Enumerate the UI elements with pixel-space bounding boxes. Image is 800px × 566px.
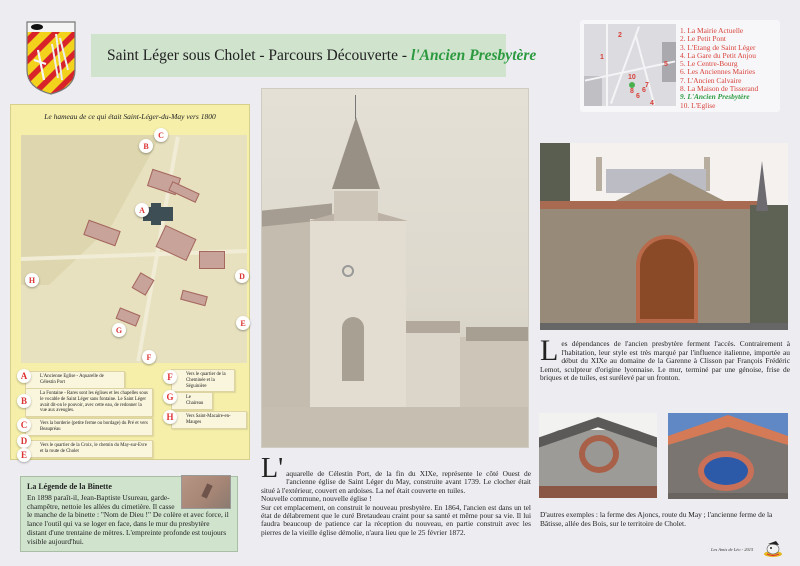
title-main: Saint Léger sous Cholet - Parcours Découverte -	[107, 46, 408, 64]
map-pin-h: H	[25, 273, 39, 287]
main-article-text	[261, 453, 531, 537]
map-pin-b: B	[139, 139, 153, 153]
drop-cap: L'	[261, 453, 284, 484]
outbuilding-description	[540, 334, 790, 383]
stop-item: 2. Le Petit Pont	[680, 34, 726, 44]
binette-heading: La Légende de la Binette	[27, 482, 112, 491]
mascot-icon	[762, 538, 784, 558]
map-number: 1	[600, 54, 604, 61]
coat-of-arms-icon	[24, 20, 78, 96]
legend-badge-e: E	[17, 448, 31, 462]
legend-badge-g: G	[163, 390, 177, 404]
gable-photo-batisse	[668, 413, 788, 499]
legend-badge-f: F	[163, 370, 177, 384]
paragraph: es dépendances de l'ancien presbytère ferment l'accès. Contrairement à l'habitation, leur style est très marqué par l'influence italienne, importée au début du XIXe au domaine de la Garenne à Clisson par François Frédéric Lemot, sculpteur d'origine lyonnaise. Le mur, terminé par une génoise, frise de briques et de tuiles, est surélevé par un fronton.	[540, 339, 790, 383]
map-pin-a: A	[135, 203, 149, 217]
credit-text: Les Amis de Léo - 2015	[711, 547, 754, 552]
stop-item: 8. La Maison de Tisserand	[680, 84, 759, 94]
legend-badge-a: A	[17, 369, 31, 383]
paragraph: aquarelle de Célestin Port, de la fin du XIXe, représente le côté Ouest de l'ancienne église de Saint Léger du May, construite avant 1739. Le clocher était situé à l'extérieur, couvert en ardoises. La nef était couverte en tuiles.	[261, 469, 531, 495]
stop-item: 7. L'Ancien Calvaire	[680, 75, 742, 85]
legend-badge-d: D	[17, 434, 31, 448]
map-pin-c: C	[154, 128, 168, 142]
legend-item-g: Le Chaireau	[171, 392, 213, 410]
map-number: 10	[628, 74, 636, 81]
map-pin-d: D	[235, 269, 249, 283]
page-title	[91, 34, 537, 77]
stop-item: 5. Le Centre-Bourg	[680, 59, 738, 69]
map-number: 6	[636, 93, 640, 100]
hamlet-map-title: Le hameau de ce qui était Saint-Léger-du-May vers 1800	[44, 112, 216, 121]
street-map	[584, 24, 676, 106]
stop-item: 1. La Mairie Actuelle	[680, 26, 744, 35]
binette-text: En 1898 paraît-il, Jean-Baptiste Usureau, garde-champêtre, nettoie les allées du cimetière. Il casse le manche de la binette : "Nom de Dieu !" De colère et avec force, il lance l'outil qui va se loger en face, dans le mur du presbytère distant d'une trentaine de mètres. L'empreinte profonde est toujours visible aujourd'hui.	[27, 492, 229, 546]
binette-legend-box	[20, 476, 238, 552]
other-examples-text: D'autres exemples : la ferme des Ajoncs, route du May ; l'ancienne ferme de la Bâtisse, allée des Bois, sur le territoire de Cholet.	[540, 510, 773, 528]
title-accent: l'Ancien Presbytère	[411, 46, 537, 64]
stop-item: 3. L'Etang de Saint Léger	[680, 42, 756, 52]
stop-item-current: 9. L'Ancien Presbytère	[680, 92, 750, 102]
map-number: 4	[650, 100, 654, 106]
map-number: 2	[618, 32, 622, 39]
watercolor-old-church	[261, 88, 529, 448]
map-number: 6	[642, 87, 646, 94]
map-number: 7	[645, 82, 649, 89]
map-pin-f: F	[142, 350, 156, 364]
legend-item-a: L'Ancienne Eglise - Aquarelle de Célestin Port	[25, 371, 125, 389]
binette-imprint-photo	[181, 475, 231, 509]
legend-badge-c: C	[17, 418, 31, 432]
legend-badge-h: H	[163, 410, 177, 424]
stop-list	[680, 24, 758, 108]
current-location-marker	[629, 82, 635, 88]
gable-photo-ajoncs	[539, 413, 657, 498]
legend-item-h: Vers Saint-Macaire-en-Mauges	[171, 411, 247, 429]
route-map-panel	[580, 20, 780, 112]
map-pin-e: E	[236, 316, 250, 330]
paragraph: Sur cet emplacement, on construit le nouveau presbytère. En 1864, l'ancien est dans un tel état de délabrement que le curé Bretaudeau craint pour sa santé et même pour sa vie. Il lui faudra beaucoup de patience car la réception du nouveau, en partie construit avec les pierres de la vieille église démolie, n'aura lieu que le 25 février 1872.	[261, 502, 531, 537]
paragraph: Nouvelle commune, nouvelle église !	[261, 494, 372, 504]
legend-item-c: Vers la borderie (petite ferme ou bordage) du Pré et vers Beaupréau	[25, 418, 153, 436]
hamlet-map-panel	[10, 104, 250, 460]
drop-cap: L	[540, 334, 559, 367]
map-number: 8	[630, 88, 634, 95]
stop-item: 10. L'Eglise	[680, 100, 716, 110]
map-pin-g: G	[112, 323, 126, 337]
legend-item-f: Vers le quartier de la Cheminée et la Séguinière	[171, 369, 235, 392]
legend-badge-b: B	[17, 394, 31, 408]
legend-item-d-e: Vers le quartier de la Croix, le chemin du May-sur-Evre et la route de Cholet	[25, 440, 153, 458]
map-number: 5	[664, 61, 668, 68]
stop-item: 6. Les Anciennes Mairies	[680, 67, 756, 77]
outbuilding-photo	[540, 143, 788, 330]
legend-item-b: La Fontaine - Rares sont les églises et les chapelles sous le vocable de Saint Léger sans fontaine. Le Saint Léger avait dit-on le pouvoir, avec cette eau, de redonner la vue aux aveugles.	[25, 388, 153, 417]
stop-item: 4. La Gare du Petit Anjou	[680, 50, 756, 60]
cadastral-map	[21, 135, 247, 363]
